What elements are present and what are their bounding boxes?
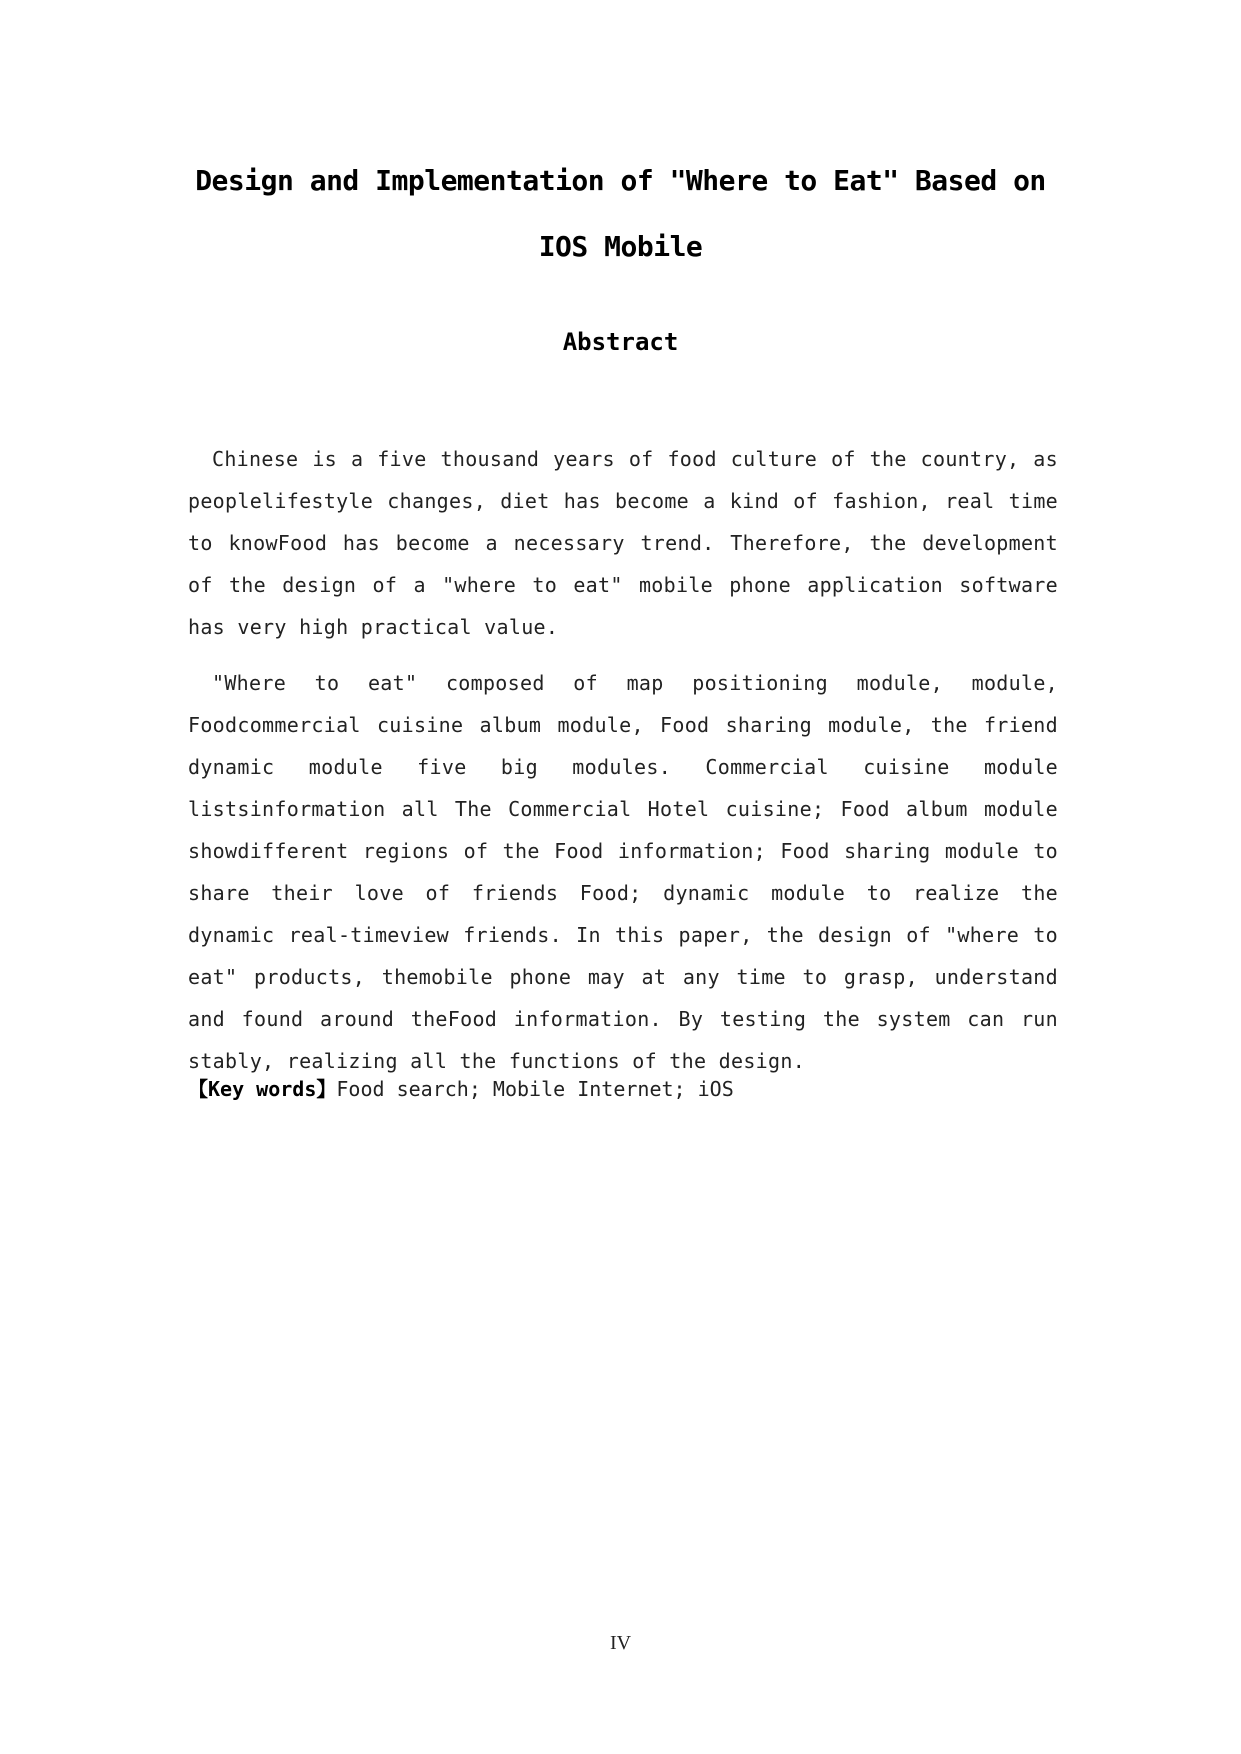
keywords-label: 【Key words】 [188,1077,337,1101]
abstract-paragraph-1: Chinese is a five thousand years of food culture of the country, as peoplelifestyle changes, diet has become a kind of fashion, real time to knowFood has become a necessary trend. Therefore, the development of the design of a "where to eat" mobile phone application software has very high practical value. [188,447,1058,639]
page-number: IV [609,1632,632,1654]
paper-title-line-2: IOS Mobile [538,230,703,263]
abstract-heading: Abstract [562,328,679,356]
keywords-text: Food search; Mobile Internet; iOS [336,1077,734,1101]
abstract-paragraph-2: "Where to eat" composed of map positioning module, module, Foodcommercial cuisine album module, Food sharing module, the friend dynamic module five big modules. Commercial cuisine module listsinformation all The Commercial Hotel cuisine; Food album module showdifferent regions of the Food information; Food sharing module to share their love of friends Food; dynamic module to realize the dynamic real-timeview friends. In this paper, the design of "where to eat" products, themobile phone may at any time to grasp, understand and found around theFood information. By testing the system can run stably, realizing all the functions of the design. [188,671,1058,1073]
paper-title-line-1: Design and Implementation of "Where to Eat" Based on [195,164,1046,197]
keywords-line [188,1073,1058,1105]
